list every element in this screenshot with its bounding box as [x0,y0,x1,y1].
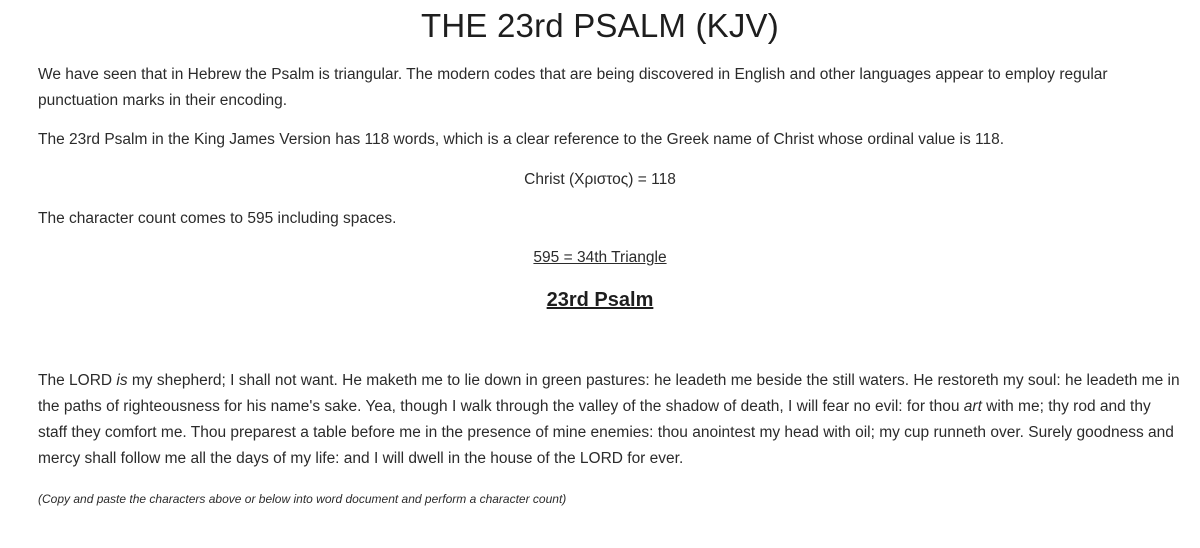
psalm-text-italic-is: is [116,372,128,389]
psalm-heading: 23rd Psalm [546,289,654,311]
christ-equation: Christ (Χριστος) = 118 [524,171,676,188]
psalm-text-part-2: my shepherd; I shall not want. He maketh me to lie down in green pastures: he leadeth me beside the still waters. He restoreth my soul: he leadeth me in the paths of righteousness for his name's sake. Yea, though I walk through the valley of the shadow of death, I will fear no evil: for thou [38,372,1180,415]
intro-paragraph-hebrew: We have seen that in Hebrew the Psalm is triangular. The modern codes that are being discovered in English and other languages appear to employ regular punctuation marks in their encoding. [38,66,1108,109]
page-title: THE 23rd PSALM (KJV) [421,7,779,44]
psalm-text-part-3: with me; thy rod and thy staff they comfort me. Thou preparest a table before me in the presence of mine enemies: thou anointest my head with oil; my cup runneth over. Surely goodness and mercy shall follow me all the days of my life: and I will dwell in the house of the LORD for ever. [38,398,1174,467]
intro-paragraph-word-count: The 23rd Psalm in the King James Version has 118 words, which is a clear reference to the Greek name of Christ whose ordinal value is 118. [38,131,1005,148]
triangle-line: 595 = 34th Triangle [533,249,667,266]
psalm-text-part-1: The LORD [38,372,117,389]
psalm-text-italic-art: art [963,398,982,415]
psalm-text [38,368,1184,472]
intro-paragraph-character-count: The character count comes to 595 including spaces. [38,210,397,227]
character-count-note: (Copy and paste the characters above or below into word document and perform a character count) [38,492,567,506]
